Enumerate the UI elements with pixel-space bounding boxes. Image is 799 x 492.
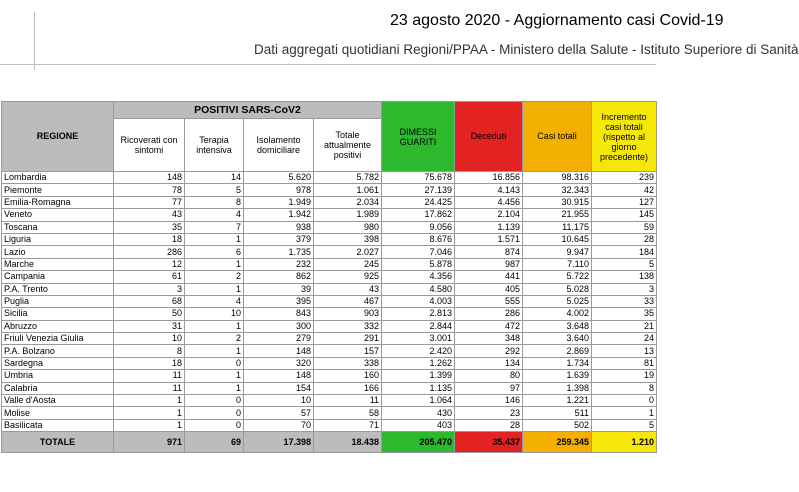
ricoverati-cell: 12 (114, 258, 185, 270)
deceduti-cell: 405 (455, 283, 523, 295)
isolamento-cell: 148 (244, 345, 314, 357)
terapia-cell: 1 (185, 283, 244, 295)
incremento-cell: 8 (592, 382, 657, 394)
terapia-cell: 14 (185, 172, 244, 184)
isolamento-cell: 57 (244, 407, 314, 419)
terapia-cell: 4 (185, 295, 244, 307)
ricoverati-cell: 11 (114, 382, 185, 394)
deceduti-cell: 1.571 (455, 233, 523, 245)
incremento-column-header: Incremento casi totali (rispetto al giorno precedente) (592, 102, 657, 172)
incremento-cell: 13 (592, 345, 657, 357)
region-cell: P.A. Trento (2, 283, 114, 295)
dimessi-cell: 1.262 (382, 357, 455, 369)
deceduti-cell: 2.104 (455, 209, 523, 221)
region-cell: Abruzzo (2, 320, 114, 332)
total-positivi-cell: 18.438 (314, 432, 382, 453)
terapia-cell: 1 (185, 258, 244, 270)
table-row (2, 407, 657, 419)
dimessi-cell: 27.139 (382, 184, 455, 196)
dimessi-cell: 4.003 (382, 295, 455, 307)
total-terapia-cell: 69 (185, 432, 244, 453)
incremento-cell: 145 (592, 209, 657, 221)
ricoverati-cell: 31 (114, 320, 185, 332)
table-row (2, 333, 657, 345)
isolamento-cell: 938 (244, 221, 314, 233)
dimessi-cell: 2.813 (382, 308, 455, 320)
totale-positivi-cell: 2.034 (314, 196, 382, 208)
total-row (2, 432, 657, 453)
table-row (2, 221, 657, 233)
isolamento-cell: 320 (244, 357, 314, 369)
casi-totali-cell: 3.640 (523, 333, 592, 345)
deceduti-cell: 874 (455, 246, 523, 258)
casi-totali-cell: 11.175 (523, 221, 592, 233)
region-cell: Veneto (2, 209, 114, 221)
dimessi-cell: 75.678 (382, 172, 455, 184)
total-dimessi-cell: 205.470 (382, 432, 455, 453)
casi-totali-cell: 98.316 (523, 172, 592, 184)
ricoverati-cell: 1 (114, 395, 185, 407)
totale-positivi-cell: 903 (314, 308, 382, 320)
incremento-cell: 138 (592, 271, 657, 283)
covid-cases-table (1, 101, 657, 453)
table-row (2, 295, 657, 307)
region-cell: Basilicata (2, 419, 114, 431)
ricoverati-cell: 10 (114, 333, 185, 345)
terapia-cell: 5 (185, 184, 244, 196)
table-row (2, 196, 657, 208)
casi-totali-cell: 1.734 (523, 357, 592, 369)
isolamento-cell: 300 (244, 320, 314, 332)
ricoverati-cell: 3 (114, 283, 185, 295)
casi-totali-cell: 32.343 (523, 184, 592, 196)
region-cell: Valle d'Aosta (2, 395, 114, 407)
totale-positivi-cell: 71 (314, 419, 382, 431)
ricoverati-cell: 50 (114, 308, 185, 320)
totale-positivi-cell: 11 (314, 395, 382, 407)
deceduti-cell: 28 (455, 419, 523, 431)
casi-totali-cell: 9.947 (523, 246, 592, 258)
deceduti-column-header: Deceduti (455, 102, 523, 172)
isolamento-cell: 395 (244, 295, 314, 307)
terapia-cell: 0 (185, 357, 244, 369)
terapia-cell: 1 (185, 370, 244, 382)
table-row (2, 172, 657, 184)
deceduti-cell: 472 (455, 320, 523, 332)
region-cell: Emilia-Romagna (2, 196, 114, 208)
totale-positivi-cell: 398 (314, 233, 382, 245)
ricoverati-cell: 35 (114, 221, 185, 233)
terapia-cell: 10 (185, 308, 244, 320)
ricoverati-cell: 43 (114, 209, 185, 221)
terapia-column-header: Terapia intensiva (185, 119, 244, 172)
ricoverati-cell: 68 (114, 295, 185, 307)
casi-totali-cell: 3.648 (523, 320, 592, 332)
table-row (2, 246, 657, 258)
region-cell: Lombardia (2, 172, 114, 184)
report-subtitle-bar (0, 40, 799, 64)
total-incremento-cell: 1.210 (592, 432, 657, 453)
incremento-cell: 127 (592, 196, 657, 208)
table-row (2, 370, 657, 382)
casi-totali-cell: 2.869 (523, 345, 592, 357)
region-cell: Molise (2, 407, 114, 419)
incremento-cell: 35 (592, 308, 657, 320)
terapia-cell: 1 (185, 345, 244, 357)
totale-positivi-cell: 980 (314, 221, 382, 233)
totale-positivi-cell: 1.061 (314, 184, 382, 196)
header-rule (0, 64, 656, 65)
table-row (2, 419, 657, 431)
incremento-cell: 239 (592, 172, 657, 184)
isolamento-cell: 1.735 (244, 246, 314, 258)
region-cell: Campania (2, 271, 114, 283)
dimessi-cell: 8.676 (382, 233, 455, 245)
deceduti-cell: 23 (455, 407, 523, 419)
report-title-bar (0, 6, 724, 36)
region-cell: Sardegna (2, 357, 114, 369)
region-cell: Friuli Venezia Giulia (2, 333, 114, 345)
totale-positivi-cell: 332 (314, 320, 382, 332)
casi-totali-cell: 1.639 (523, 370, 592, 382)
casi-totali-cell: 1.221 (523, 395, 592, 407)
isolamento-cell: 1.942 (244, 209, 314, 221)
isolamento-cell: 379 (244, 233, 314, 245)
isolamento-cell: 843 (244, 308, 314, 320)
casi-totali-cell: 4.002 (523, 308, 592, 320)
terapia-cell: 0 (185, 395, 244, 407)
table-row (2, 308, 657, 320)
incremento-cell: 21 (592, 320, 657, 332)
table-row (2, 271, 657, 283)
region-cell: Puglia (2, 295, 114, 307)
casi-totali-cell: 1.398 (523, 382, 592, 394)
deceduti-cell: 555 (455, 295, 523, 307)
report-subtitle: Dati aggregati quotidiani Regioni/PPAA - Ministero della Salute - Istituto Superiore di Sanità (254, 42, 799, 57)
totale-positivi-cell: 58 (314, 407, 382, 419)
casi-totali-cell: 5.722 (523, 271, 592, 283)
totale-positivi-cell: 2.027 (314, 246, 382, 258)
region-cell: Lazio (2, 246, 114, 258)
deceduti-cell: 348 (455, 333, 523, 345)
dimessi-cell: 430 (382, 407, 455, 419)
terapia-cell: 6 (185, 246, 244, 258)
isolamento-cell: 10 (244, 395, 314, 407)
deceduti-cell: 4.143 (455, 184, 523, 196)
totale-positivi-cell: 467 (314, 295, 382, 307)
dimessi-cell: 403 (382, 419, 455, 431)
table-row (2, 357, 657, 369)
incremento-cell: 81 (592, 357, 657, 369)
incremento-cell: 5 (592, 419, 657, 431)
region-cell: Piemonte (2, 184, 114, 196)
isolamento-cell: 232 (244, 258, 314, 270)
isolamento-cell: 862 (244, 271, 314, 283)
totale-positivi-cell: 338 (314, 357, 382, 369)
terapia-cell: 2 (185, 271, 244, 283)
ricoverati-cell: 1 (114, 419, 185, 431)
region-cell: Sicilia (2, 308, 114, 320)
terapia-cell: 4 (185, 209, 244, 221)
terapia-cell: 7 (185, 221, 244, 233)
dimessi-cell: 24.425 (382, 196, 455, 208)
dimessi-cell: 5.878 (382, 258, 455, 270)
total-casi-cell: 259.345 (523, 432, 592, 453)
incremento-cell: 28 (592, 233, 657, 245)
ricoverati-cell: 148 (114, 172, 185, 184)
isolamento-cell: 279 (244, 333, 314, 345)
casi-totali-cell: 21.955 (523, 209, 592, 221)
totale-positivi-column-header: Totale attualmente positivi (314, 119, 382, 172)
isolamento-column-header: Isolamento domiciliare (244, 119, 314, 172)
ricoverati-cell: 1 (114, 407, 185, 419)
ricoverati-cell: 78 (114, 184, 185, 196)
casi-totali-cell: 10.645 (523, 233, 592, 245)
ricoverati-cell: 286 (114, 246, 185, 258)
region-cell: Toscana (2, 221, 114, 233)
casi-totali-cell: 511 (523, 407, 592, 419)
totale-positivi-cell: 43 (314, 283, 382, 295)
ricoverati-cell: 8 (114, 345, 185, 357)
incremento-cell: 42 (592, 184, 657, 196)
incremento-cell: 1 (592, 407, 657, 419)
totale-positivi-cell: 925 (314, 271, 382, 283)
dimessi-cell: 4.580 (382, 283, 455, 295)
deceduti-cell: 80 (455, 370, 523, 382)
table-row (2, 283, 657, 295)
region-cell: Calabria (2, 382, 114, 394)
table-row (2, 233, 657, 245)
isolamento-cell: 154 (244, 382, 314, 394)
incremento-cell: 24 (592, 333, 657, 345)
table-row (2, 258, 657, 270)
deceduti-cell: 286 (455, 308, 523, 320)
total-ricoverati-cell: 971 (114, 432, 185, 453)
dimessi-cell: 1.064 (382, 395, 455, 407)
terapia-cell: 1 (185, 233, 244, 245)
region-column-header: REGIONE (2, 102, 114, 172)
incremento-cell: 59 (592, 221, 657, 233)
dimessi-cell: 7.046 (382, 246, 455, 258)
dimessi-column-header: DIMESSI GUARITI (382, 102, 455, 172)
deceduti-cell: 1.139 (455, 221, 523, 233)
incremento-cell: 19 (592, 370, 657, 382)
ricoverati-cell: 11 (114, 370, 185, 382)
ricoverati-column-header: Ricoverati con sintomi (114, 119, 185, 172)
deceduti-cell: 292 (455, 345, 523, 357)
incremento-cell: 184 (592, 246, 657, 258)
ricoverati-cell: 61 (114, 271, 185, 283)
totale-positivi-cell: 157 (314, 345, 382, 357)
isolamento-cell: 5.620 (244, 172, 314, 184)
report-title: 23 agosto 2020 - Aggiornamento casi Covid-19 (390, 12, 724, 29)
table-row (2, 382, 657, 394)
dimessi-cell: 9.056 (382, 221, 455, 233)
totale-positivi-cell: 291 (314, 333, 382, 345)
deceduti-cell: 987 (455, 258, 523, 270)
total-isolamento-cell: 17.398 (244, 432, 314, 453)
totale-positivi-cell: 1.989 (314, 209, 382, 221)
casi-totali-column-header: Casi totali (523, 102, 592, 172)
dimessi-cell: 4.356 (382, 271, 455, 283)
totale-positivi-cell: 5.782 (314, 172, 382, 184)
region-cell: Liguria (2, 233, 114, 245)
incremento-cell: 0 (592, 395, 657, 407)
casi-totali-cell: 5.025 (523, 295, 592, 307)
totale-positivi-cell: 160 (314, 370, 382, 382)
dimessi-cell: 17.862 (382, 209, 455, 221)
terapia-cell: 0 (185, 419, 244, 431)
totale-positivi-cell: 245 (314, 258, 382, 270)
deceduti-cell: 146 (455, 395, 523, 407)
casi-totali-cell: 5.028 (523, 283, 592, 295)
total-label: TOTALE (2, 432, 114, 453)
terapia-cell: 2 (185, 333, 244, 345)
dimessi-cell: 1.399 (382, 370, 455, 382)
table-row (2, 209, 657, 221)
terapia-cell: 8 (185, 196, 244, 208)
table-row (2, 184, 657, 196)
total-deceduti-cell: 35.437 (455, 432, 523, 453)
terapia-cell: 0 (185, 407, 244, 419)
casi-totali-cell: 7.110 (523, 258, 592, 270)
dimessi-cell: 3.001 (382, 333, 455, 345)
incremento-cell: 33 (592, 295, 657, 307)
table-row (2, 345, 657, 357)
deceduti-cell: 134 (455, 357, 523, 369)
deceduti-cell: 4.456 (455, 196, 523, 208)
table-row (2, 320, 657, 332)
isolamento-cell: 39 (244, 283, 314, 295)
isolamento-cell: 978 (244, 184, 314, 196)
ricoverati-cell: 18 (114, 357, 185, 369)
ricoverati-cell: 18 (114, 233, 185, 245)
dimessi-cell: 2.844 (382, 320, 455, 332)
incremento-cell: 3 (592, 283, 657, 295)
region-cell: Umbria (2, 370, 114, 382)
dimessi-cell: 2.420 (382, 345, 455, 357)
deceduti-cell: 97 (455, 382, 523, 394)
positivi-group-header: POSITIVI SARS-CoV2 (114, 102, 382, 119)
isolamento-cell: 1.949 (244, 196, 314, 208)
incremento-cell: 5 (592, 258, 657, 270)
deceduti-cell: 441 (455, 271, 523, 283)
casi-totali-cell: 502 (523, 419, 592, 431)
table-row (2, 395, 657, 407)
terapia-cell: 1 (185, 382, 244, 394)
deceduti-cell: 16.856 (455, 172, 523, 184)
ricoverati-cell: 77 (114, 196, 185, 208)
terapia-cell: 1 (185, 320, 244, 332)
dimessi-cell: 1.135 (382, 382, 455, 394)
region-cell: P.A. Bolzano (2, 345, 114, 357)
isolamento-cell: 148 (244, 370, 314, 382)
casi-totali-cell: 30.915 (523, 196, 592, 208)
totale-positivi-cell: 166 (314, 382, 382, 394)
isolamento-cell: 70 (244, 419, 314, 431)
region-cell: Marche (2, 258, 114, 270)
